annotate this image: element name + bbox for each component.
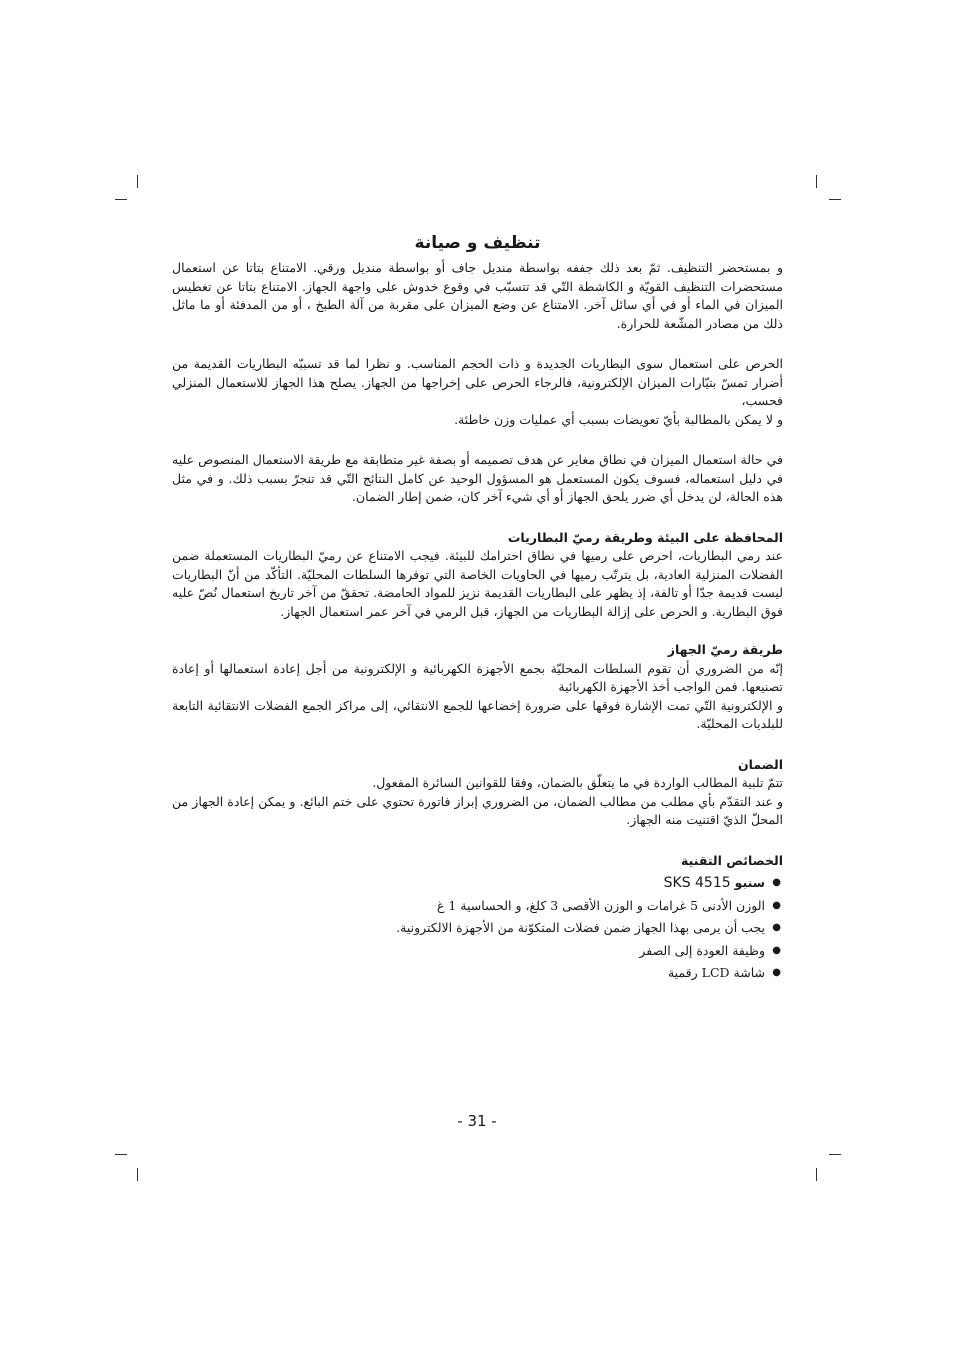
crop-mark-bottom-right-v <box>816 1168 817 1181</box>
disposal-text-2: و الإلكترونية التّي تمت الإشارة فوقها على ضرورة إخضاعها للجمع الانتقائي، إلى مراكز الجمع الفضلات الانتقائية التابعة للبلديات المحليّة. <box>172 697 783 731</box>
disposal-text-1: إنّه من الضروري أن تقوم السلطات المحليّة بجمع الأجهزة الكهربائية و الإلكترونية من أجل إعادة استعمالها أو إعادة تصنيعها. فمن الواجب أخذ الأجهزة الكهربائية <box>172 660 783 694</box>
crop-mark-bottom-left-v <box>137 1168 138 1181</box>
cleaning-paragraph: و بمستحضر التنظيف. ثمّ بعد ذلك جففه بواسطة منديل جاف أو بواسطة منديل ورقي. الامتناع بتاتا عن استعمال مستحضرات التنظيف القويّة و الكاشطة التّي قد تتسبّب في وقوع خدوش على واجهة الجهاز. الامتناع بتاتا عن تغطيس الميزان في الماء أو في أي سائل آخر. الامتناع عن وضع الميزان على مقربة من آلة الطبخ ، أو من المدفئة أو ما ماثل ذلك من مصادر المشّعة للحرارة. <box>172 260 783 331</box>
list-item <box>172 940 783 963</box>
list-item <box>172 895 783 918</box>
batteries-paragraph: الحرص على استعمال سوى البطاريات الجديدة و ذات الحجم المناسب. و نظرا لما قد تسببّه البطاريات القديمة من أضرار تمسّ بتيّارات الميزان الإلكترونية، فالرجاء الحرص على إخراجها من الجهاز. يصلح هذا الجهاز للاستعمال المنزلي فحسب، <box>172 356 783 408</box>
specs-list <box>172 872 783 985</box>
warranty-text-2: و عند التقدّم بأي مطلب من مطالب الضمان، من الضروري إبراز فاتورة تحتوي على ختم البائع. و يمكن إعادة الجهاز من المحلّ الذيّ اقتنيت منه الجهاز. <box>172 793 783 827</box>
crop-mark-top-right-v <box>816 175 817 188</box>
bullet-icon: ● <box>772 967 781 978</box>
bullet-icon: ● <box>772 922 781 933</box>
list-item <box>172 872 783 895</box>
warranty-heading: الضمان <box>737 756 783 772</box>
list-item <box>172 917 783 940</box>
spec-disposal: يجب أن يرمى بهذا الجهاز ضمن فضلات المتكوّنة من الأجهزة الالكترونية. <box>396 920 765 935</box>
disposal-section <box>172 641 783 734</box>
bullet-icon: ● <box>772 899 781 911</box>
crop-mark-top-right-h <box>829 199 841 200</box>
crop-mark-top-left-h <box>115 199 127 200</box>
compensation-paragraph: و لا يمكن بالمطالبة بأيّ تعويضات بسبب أي عمليات وزن خاطئة. <box>454 411 783 427</box>
model-number: SKS 4515 <box>663 875 731 891</box>
disposal-heading: طريقة رميّ الجهاز <box>667 642 783 657</box>
brand-name: سنبو <box>734 875 765 890</box>
specs-section <box>172 852 783 985</box>
page-number: - 31 - <box>457 1112 497 1130</box>
environment-heading: المحافظة على البيئة وطريقة رميّ البطاريات <box>507 529 783 545</box>
specs-heading: الخصائص التقنية <box>681 852 783 868</box>
environment-section <box>172 529 783 622</box>
crop-mark-bottom-left-h <box>115 1154 127 1155</box>
warranty-section <box>172 756 783 830</box>
list-item <box>172 962 783 985</box>
spec-display: شاشة LCD رقمية <box>667 965 765 980</box>
spec-weight: الوزن الأدنى 5 غرامات و الوزن الأقصى 3 كلغ، و الحساسية 1 غ <box>436 897 765 913</box>
page-title: تنظيف و صيانة <box>414 233 541 253</box>
crop-mark-top-left-v <box>137 175 138 188</box>
environment-text: عند رمي البطاريات، احرص على رميها في نطاق احترامك للبيئة. فيجب الامتناع عن رميّ البطاريات المستعملة ضمن الفضلات المنزلية العادية، بل يترتّب رميها في الحاويات الخاصة التي توفرها السلطات المحليّة. التأكّد من أنّ البطاريات ليست قديمة جدّا أو تالفة، إذ يظهر على البطاريات القديمة نزيز للمواد الحامضة. تحققّ من آخر تاريخ استعمال نُصّ عليه فوق البطارية. و الحرص على إزالة البطاريات من الجهاز، قبل الرمي في آخر عمر استعمال الجهاز. <box>172 548 783 619</box>
bullet-icon: ● <box>772 944 781 956</box>
misuse-paragraph: في حالة استعمال الميزان في نطاق مغاير عن هدف تصميمه أو بصفة غير متطابقة مع طريقة الاستعمال المنصوص عليه في دليل استعماله، فسوف يكون المستعمل هو المسؤول الوحيد عن كامل النتائج التّي قد تنجرّ بسبب ذلك. و في مثل هذه الحالة، لن يدخل أي ضرر يلحق الجهاز أو أي شيء آخر كان، ضمن إطار الضمان. <box>172 452 783 504</box>
crop-mark-bottom-right-h <box>829 1154 841 1155</box>
warranty-text-1: تتمّ تلبية المطالب الواردة في ما يتعلّق بالضمان، وفقا للقوانين السائرة المفعول. <box>372 775 783 790</box>
page-content <box>172 232 783 985</box>
bullet-icon: ● <box>772 877 781 888</box>
spec-tare: وظيفة العودة إلى الصفر <box>639 942 765 958</box>
